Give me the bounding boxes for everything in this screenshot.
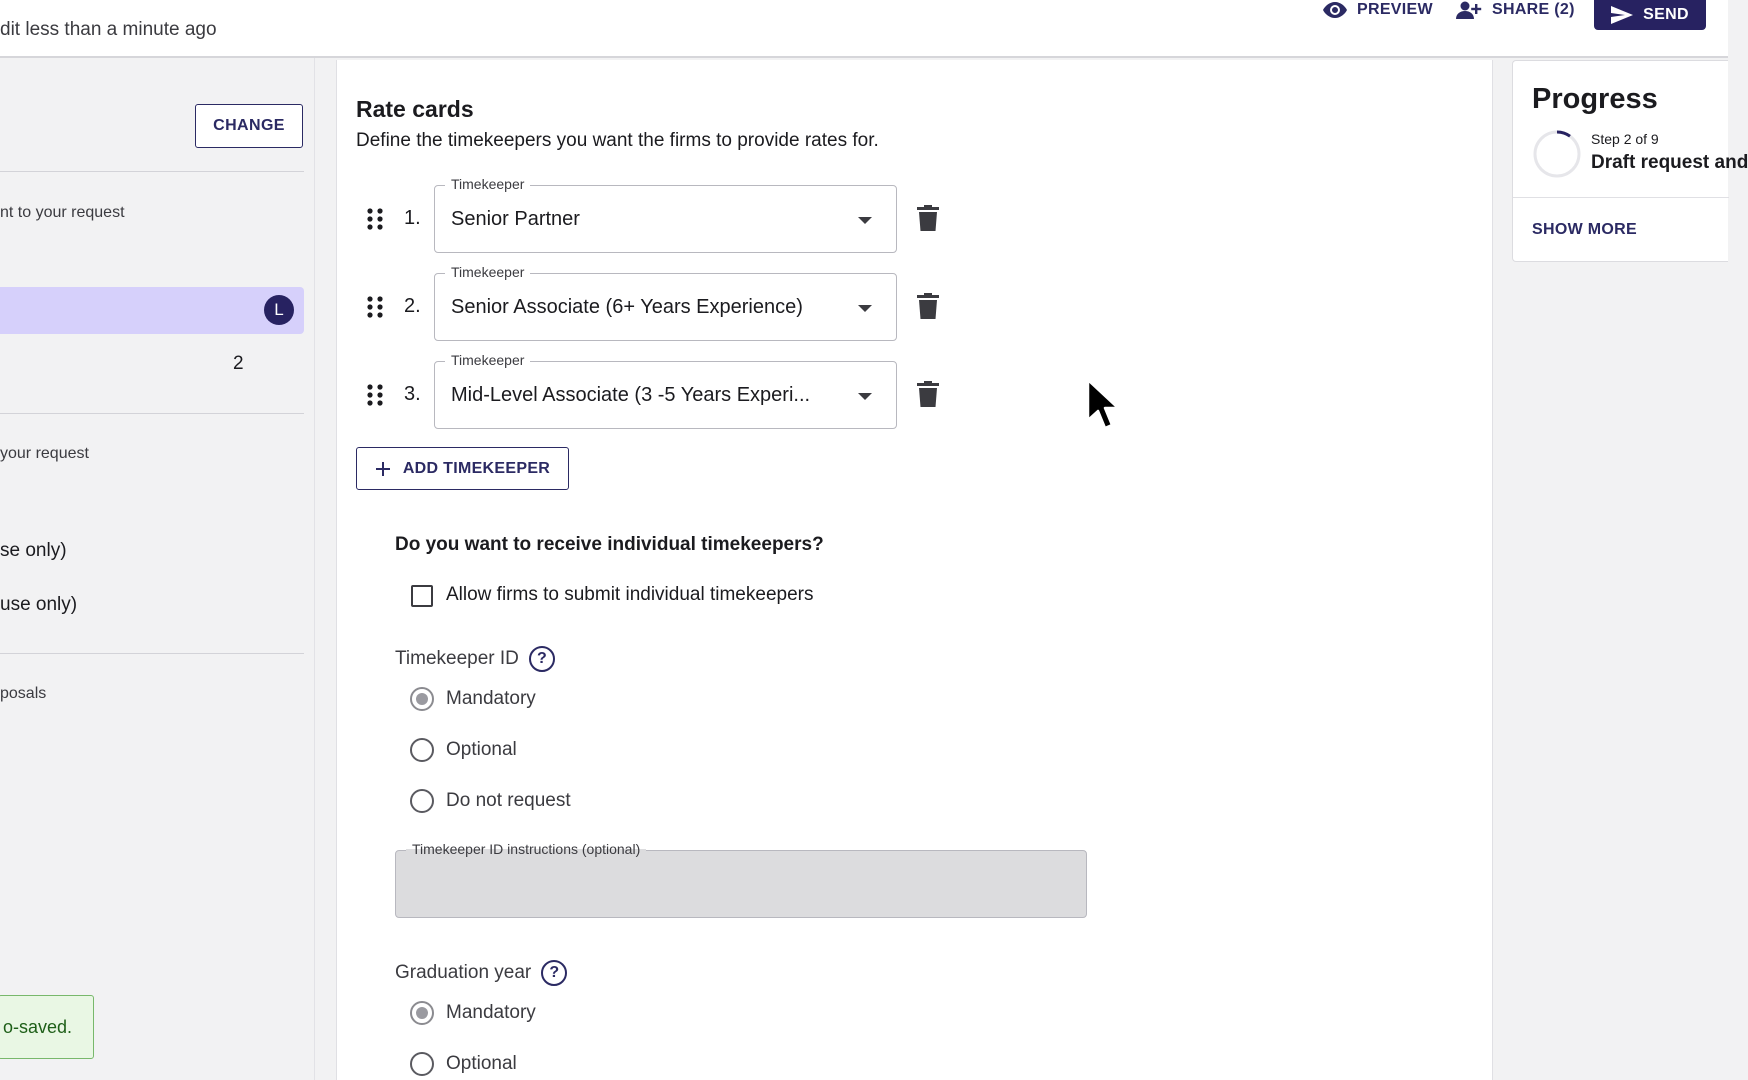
list-item[interactable]: se only)	[0, 540, 67, 561]
timekeeper-number: 3.	[404, 383, 421, 405]
radio-label[interactable]: Optional	[446, 739, 517, 760]
avatar: L	[264, 295, 294, 325]
preview-button[interactable]	[1323, 0, 1433, 20]
individual-timekeepers-question: Do you want to receive individual timekeepers?	[395, 534, 824, 555]
divider	[1513, 197, 1729, 198]
mouse-cursor-icon	[1086, 378, 1126, 438]
drag-handle-icon[interactable]	[366, 207, 384, 231]
divider	[0, 653, 304, 654]
send-icon	[1611, 6, 1633, 24]
send-button[interactable]	[1594, 0, 1706, 30]
page-title: Rate cards	[356, 96, 474, 122]
caret-down-icon	[858, 217, 872, 224]
change-button[interactable]: CHANGE	[195, 104, 303, 148]
radio-label[interactable]: Optional	[446, 1053, 517, 1074]
help-icon[interactable]: ?	[541, 960, 567, 986]
trash-icon[interactable]	[917, 381, 939, 407]
drag-handle-icon[interactable]	[366, 295, 384, 319]
share-label: SHARE (2)	[1492, 1, 1575, 18]
add-timekeeper-label: ADD TIMEKEEPER	[402, 459, 551, 477]
show-more-button[interactable]: SHOW MORE	[1532, 221, 1637, 238]
add-timekeeper-button[interactable]	[356, 447, 569, 490]
left-panel	[0, 58, 315, 1080]
share-button[interactable]	[1456, 0, 1575, 20]
progress-card	[1512, 60, 1748, 262]
allow-individual-label[interactable]: Allow firms to submit individual timekeepers	[446, 584, 814, 605]
timekeeper-select[interactable]	[434, 264, 897, 341]
field-value: Mid-Level Associate (3 -5 Years Experi...	[451, 384, 811, 406]
radio-label[interactable]: Do not request	[446, 790, 571, 811]
selected-list-item[interactable]	[0, 287, 304, 334]
plus-icon	[375, 461, 391, 477]
eye-icon	[1323, 2, 1347, 18]
caret-down-icon	[858, 393, 872, 400]
send-label: SEND	[1643, 6, 1689, 23]
group-label-text: Timekeeper ID	[395, 648, 519, 669]
field-label: Timekeeper ID instructions (optional)	[406, 841, 646, 857]
progress-ring-icon	[1532, 129, 1582, 179]
help-icon[interactable]: ?	[529, 646, 555, 672]
caret-down-icon	[858, 305, 872, 312]
section-text: posals	[0, 685, 47, 702]
top-bar	[0, 0, 1728, 58]
timekeeper-row	[356, 352, 916, 429]
field-label: Timekeeper	[445, 264, 530, 280]
progress-title: Progress	[1532, 83, 1658, 115]
list-item[interactable]: use only)	[0, 594, 78, 615]
graduation-year-mandatory-radio[interactable]	[410, 1001, 434, 1025]
rate-cards-panel	[336, 60, 1493, 1080]
field-value: Senior Partner	[451, 208, 580, 230]
step-indicator: Step 2 of 9	[1591, 131, 1659, 147]
timekeeper-number: 2.	[404, 295, 421, 317]
last-edit-status: dit less than a minute ago	[0, 19, 217, 40]
item-count: 2	[233, 353, 244, 374]
trash-icon[interactable]	[917, 293, 939, 319]
divider	[0, 413, 304, 414]
timekeeper-number: 1.	[404, 207, 421, 229]
drag-handle-icon[interactable]	[366, 383, 384, 407]
timekeeper-id-mandatory-radio[interactable]	[410, 687, 434, 711]
trash-icon[interactable]	[917, 205, 939, 231]
timekeeper-id-instructions-field[interactable]	[395, 841, 1087, 918]
timekeeper-id-do-not-request-radio[interactable]	[410, 789, 434, 813]
autosave-toast: o-saved.	[0, 995, 94, 1059]
timekeeper-row	[356, 264, 916, 341]
section-text: nt to your request	[0, 204, 125, 221]
add-user-icon	[1456, 1, 1482, 19]
field-label: Timekeeper	[445, 352, 530, 368]
timekeeper-id-optional-radio[interactable]	[410, 738, 434, 762]
divider	[0, 171, 304, 172]
group-label-text: Graduation year	[395, 962, 532, 983]
field-label: Timekeeper	[445, 176, 530, 192]
step-title: Draft request and	[1591, 152, 1748, 173]
graduation-year-optional-radio[interactable]	[410, 1052, 434, 1076]
timekeeper-id-label	[395, 646, 555, 672]
allow-individual-checkbox[interactable]	[411, 585, 433, 607]
section-text: your request	[0, 445, 89, 462]
field-value: Senior Associate (6+ Years Experience)	[451, 296, 803, 318]
radio-label[interactable]: Mandatory	[446, 688, 536, 709]
timekeeper-row	[356, 176, 916, 253]
page-subtitle: Define the timekeepers you want the firms to provide rates for.	[356, 130, 879, 151]
preview-label: PREVIEW	[1357, 1, 1433, 18]
timekeeper-select[interactable]	[434, 176, 897, 253]
graduation-year-label	[395, 960, 567, 986]
timekeeper-select[interactable]	[434, 352, 897, 429]
radio-label[interactable]: Mandatory	[446, 1002, 536, 1023]
